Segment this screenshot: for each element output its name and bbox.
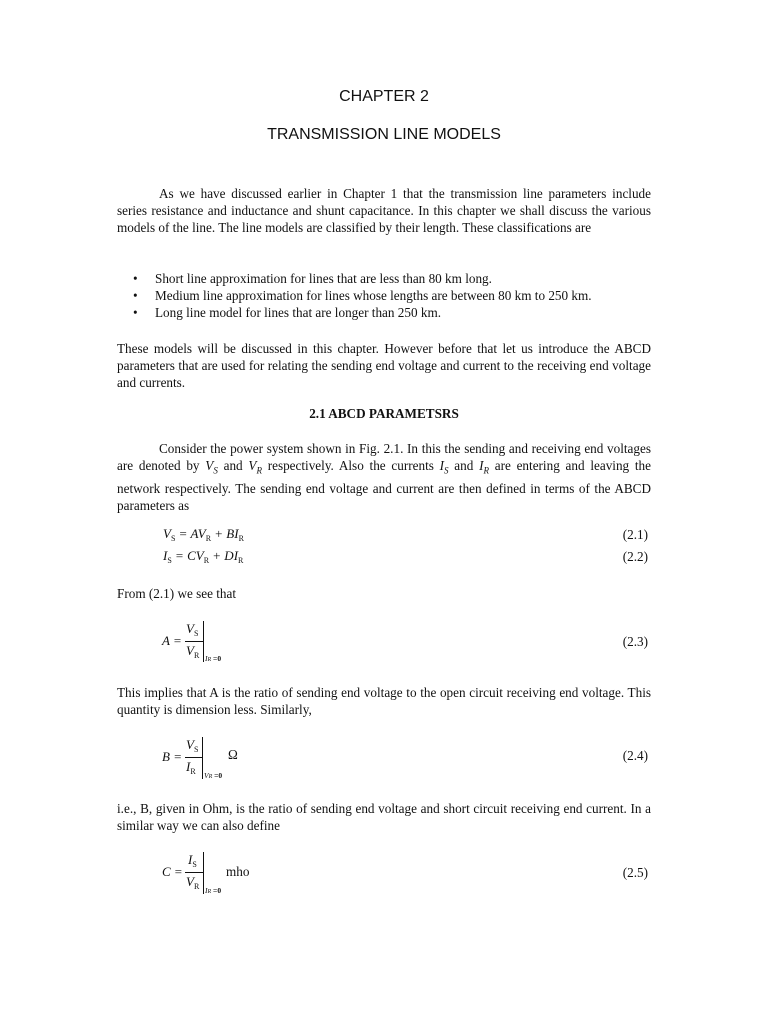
equation-number: (2.1) bbox=[622, 527, 648, 542]
list-item: • Long line model for lines that are longer than 250 km. bbox=[133, 304, 653, 321]
chapter-title: TRANSMISSION LINE MODELS bbox=[267, 126, 501, 143]
list-item: • Short line approximation for lines that are less than 80 km long. bbox=[133, 270, 653, 287]
dimensionless-paragraph: This implies that A is the ratio of sending end voltage to the open circuit receiving end voltage. This quantity is dimension less. Similarly, bbox=[117, 685, 651, 717]
abcd-paragraph: Consider the power system shown in Fig. 2.1. In this the sending and receiving end voltages are denoted by $V_S$ and $V_R$ respectively. Also the currents $I_S$ and $I_R$ are entering and leaving the network respectively. The sending end voltage and current are then defined in terms of the ABCD parameters as bbox=[117, 441, 652, 513]
equation-2-1: $V_S = AV_R + BI_R$ bbox=[163, 526, 244, 543]
list-item: • Medium line approximation for lines whose lengths are between 80 km to 250 km. bbox=[133, 287, 653, 304]
ohm-paragraph: i.e., B, given in Ohm, is the ratio of sending end voltage and short circuit receiving end current. In a similar way we can also define bbox=[117, 801, 651, 833]
models-paragraph: These models will be discussed in this chapter. However before that let us introduce the ABCD parameters that are used for relating the sending end voltage and current to the receiving end voltage and currents. bbox=[117, 341, 651, 390]
intro-paragraph: As we have discussed earlier in Chapter 1 that the transmission line parameters include series resistance and inductance and shunt capacitance. In this chapter we shall discuss the various models of the line. The line models are classified by their length. These classifications are bbox=[117, 186, 651, 235]
section-heading: 2.1 ABCD PARAMETSRS bbox=[309, 406, 459, 421]
chapter-heading: CHAPTER 2 bbox=[339, 88, 429, 105]
equation-number: (2.3) bbox=[622, 634, 648, 649]
mho-unit: mho bbox=[226, 864, 250, 879]
ohm-unit: Ω bbox=[228, 747, 238, 762]
equation-number: (2.2) bbox=[622, 549, 648, 564]
document-page: CHAPTER 2 TRANSMISSION LINE MODELS As we have discussed earlier in Chapter 1 that the transmission line parameters include series resistance and inductance and shunt capacitance. In this chapter we shall discuss the various models of the line. The line models are classified by their length. These classifications are • Short line approximation for lines that are less than 80 km long. • Medium line approximation for lines whose lengths are between 80 km to 250 km. • Long line model for lines that are longer than 250 km. These models will be discussed in this chapter. However before that let us introduce the ABCD parameters that are used for relating the sending end voltage and current to the receiving end voltage and currents. 2.1 ABCD PARAMETSRS Consider the power system shown in Fig. 2.1. In this the sending and receiving end voltages are denoted by $V_S$ and $V_R$ respectively. Also the currents $I_S$ and $I_R$ are entering and leaving the network respectively. The sending end voltage and current are then defined in terms of the ABCD parameters as $V_S = AV_R + BI_R$ (2.1) $I_S = CV_R + DI_R$ (2.2) From (2.1) we see that A = $V_S$ $V_R$ IR =0 (2.3) This implies that A is the ratio of sending end voltage to the open circuit receiving end voltage. This quantity is dimension less. Similarly, B = $V_S$ $I_R$ VR =0 Ω (2.4) i.e., B, given in Ohm, is the ratio of sending end voltage and short circuit receiving end current. In a similar way we can also define C = $I_S$ $V_R$ IR =0 mho (2.5) bbox=[0, 0, 768, 1024]
from-text: From (2.1) we see that bbox=[117, 586, 237, 601]
equation-2-2: $I_S = CV_R + DI_R$ bbox=[163, 548, 244, 565]
model-list bbox=[133, 270, 653, 321]
equation-number: (2.4) bbox=[622, 748, 648, 763]
equation-number: (2.5) bbox=[622, 865, 648, 880]
